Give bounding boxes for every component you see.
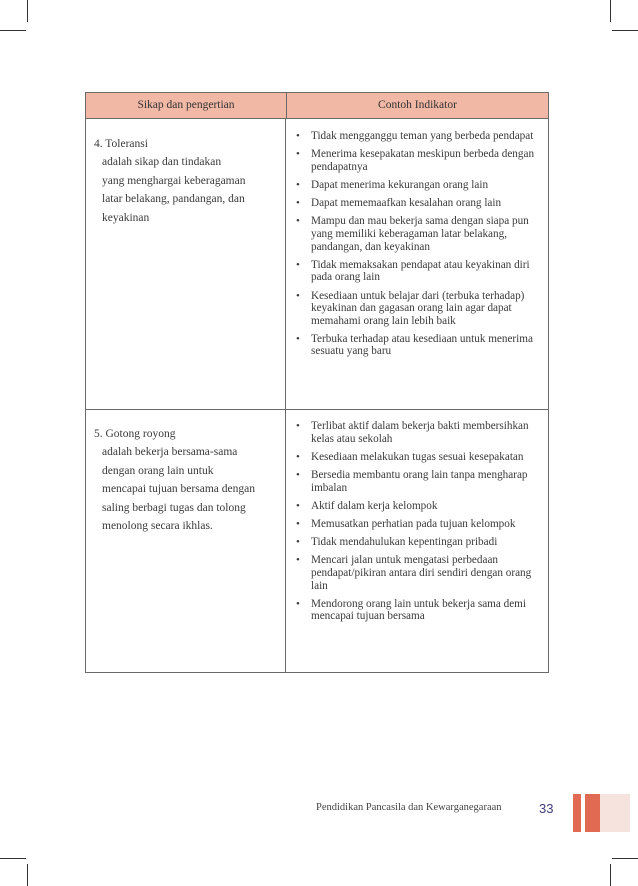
bullet-icon: •	[296, 468, 300, 481]
crop-mark	[610, 864, 611, 886]
list-item	[294, 469, 540, 494]
list-item	[294, 197, 540, 210]
bullet-icon: •	[296, 420, 300, 432]
bullet-icon: •	[296, 130, 300, 142]
indicator-text: Tidak mendahulukan kepentingan pribadi	[311, 536, 498, 549]
list-item	[294, 215, 540, 253]
crop-mark	[612, 30, 638, 31]
table-row	[86, 119, 548, 409]
bullet-icon: •	[296, 289, 300, 302]
list-item	[294, 420, 540, 445]
page-number: 33	[539, 801, 554, 816]
crop-mark	[0, 30, 26, 31]
crop-mark	[610, 0, 611, 22]
bullet-icon: •	[296, 215, 300, 228]
definition-line: latar belakang, pandangan, dan	[102, 193, 245, 205]
indicator-text: Terbuka terhadap atau kesediaan untuk menerima sesuatu yang baru	[311, 332, 533, 358]
indicator-text: Mampu dan mau bekerja sama dengan siapa pun yang memiliki keberagaman latar belakang, pandangan, dan keyakinan	[311, 215, 529, 253]
list-item	[294, 536, 540, 549]
book-title-footer: Pendidikan Pancasila dan Kewarganegaraan	[316, 802, 502, 813]
definition-line: mencapai tujuan bersama dengan	[102, 483, 255, 495]
indicator-text: Menerima kesepakatan meskipun berbeda dengan pendapatnya	[311, 148, 535, 173]
definition-line: saling berbagi tugas dan tolong	[102, 501, 246, 514]
indicator-text: Kesediaan untuk belajar dari (terbuka terhadap) keyakinan dan gagasan orang lain agar dapat memahami orang lain lebih baik	[311, 289, 525, 327]
definition-line: keyakinan	[102, 211, 150, 224]
indikator-cell	[286, 119, 548, 409]
sikap-cell	[86, 119, 286, 409]
list-item	[294, 148, 540, 173]
list-item	[294, 259, 540, 284]
crop-mark	[612, 858, 638, 859]
indicator-text: Memusatkan perhatian pada tujuan kelompok	[311, 517, 516, 530]
list-item	[294, 554, 540, 592]
sikap-title: 4. Toleransi	[94, 138, 148, 150]
bullet-icon: •	[296, 148, 300, 161]
bullet-icon: •	[296, 597, 300, 610]
list-item	[294, 451, 540, 464]
indikator-cell	[286, 410, 548, 672]
list-item	[294, 179, 540, 192]
crop-mark	[0, 858, 26, 859]
bullet-icon: •	[296, 332, 300, 345]
indicator-text: Bersedia membantu orang lain tanpa mengharap imbalan	[311, 468, 528, 494]
decorative-bar	[585, 794, 600, 832]
list-item	[294, 333, 540, 358]
indicator-text: Terlibat aktif dalam bekerja bakti membersihkan kelas atau sekolah	[311, 420, 529, 445]
definition-line: adalah sikap dan tindakan	[102, 156, 222, 168]
header-col-indikator: Contoh Indikator	[378, 99, 457, 111]
bullet-icon: •	[296, 536, 300, 549]
bullet-icon: •	[296, 178, 300, 191]
table-row	[86, 409, 548, 672]
indicator-text: Mencari jalan untuk mengatasi perbedaan pendapat/pikiran antara diri sendiri dengan orang lain	[311, 554, 532, 592]
decorative-bar	[573, 794, 581, 832]
crop-mark	[27, 0, 28, 22]
bullet-icon: •	[296, 197, 300, 210]
indicator-text: Dapat menerima kekurangan orang lain	[311, 178, 489, 191]
indicator-text: Tidak memaksakan pendapat atau keyakinan diri pada orang lain	[311, 258, 530, 284]
list-item	[294, 500, 540, 513]
indicator-text: Mendorong orang lain untuk bekerja sama demi mencapai tujuan bersama	[311, 597, 526, 623]
indicator-text: Dapat mememaafkan kesalahan orang lain	[311, 197, 502, 210]
crop-mark	[27, 864, 28, 886]
list-item	[294, 290, 540, 328]
definition-line: adalah bekerja bersama-sama	[102, 446, 238, 458]
attitude-indicator-table	[85, 92, 549, 673]
header-col-sikap: Sikap dan pengertian	[86, 93, 287, 118]
definition-line: menolong secara ikhlas.	[102, 520, 213, 532]
sikap-cell	[86, 410, 286, 672]
indicator-list	[294, 130, 540, 358]
bullet-icon: •	[296, 554, 300, 567]
sikap-title: 5. Gotong royong	[94, 428, 176, 440]
bullet-icon: •	[296, 517, 300, 530]
indicator-list	[294, 420, 540, 623]
indicator-text: Tidak mengganggu teman yang berbeda pendapat	[311, 130, 534, 142]
list-item	[294, 130, 540, 143]
definition-line: dengan orang lain untuk	[102, 464, 214, 477]
bullet-icon: •	[296, 499, 300, 512]
bullet-icon: •	[296, 450, 300, 463]
bullet-icon: •	[296, 258, 300, 271]
list-item	[294, 598, 540, 623]
table-header	[86, 93, 548, 119]
indicator-text: Kesediaan melakukan tugas sesuai kesepakatan	[311, 450, 524, 463]
list-item	[294, 518, 540, 531]
definition-line: yang menghargai keberagaman	[102, 174, 246, 187]
indicator-text: Aktif dalam kerja kelompok	[311, 499, 438, 512]
decorative-band	[600, 794, 630, 832]
